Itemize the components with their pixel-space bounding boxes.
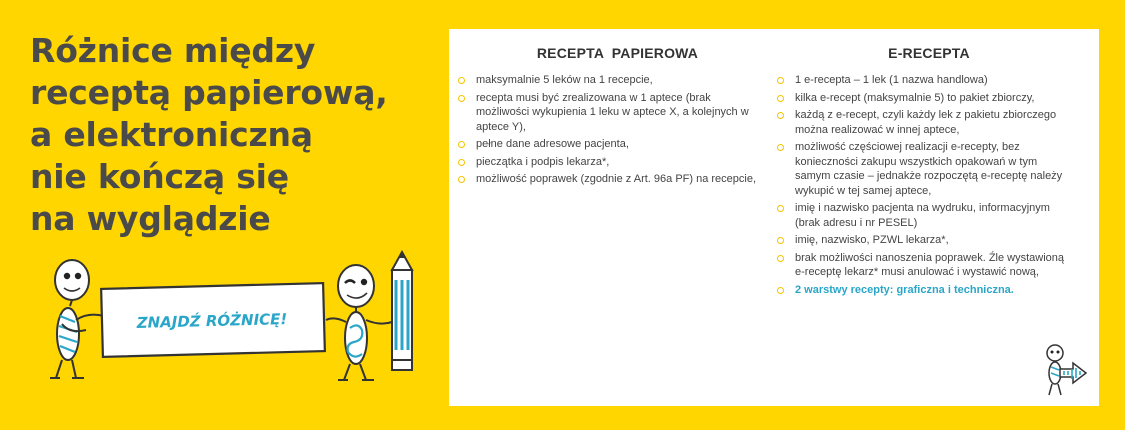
banner-text: ZNAJDŹ RÓŻNICĘ! [136, 310, 288, 332]
list-item: recepta musi być zrealizowana w 1 aptece (brak możliwości wykupienia 1 leku w aptece X, a kolejnych w aptece Y), [455, 91, 760, 135]
headline-line-1: Różnice między [30, 31, 316, 70]
list-item: kilka e-recept (maksymalnie 5) to pakiet zbiorczy, [774, 91, 1074, 106]
stick-figures-holding-banner-icon [40, 250, 430, 390]
list-item: każdą z e-recept, czyli każdy lek z pakietu zbiorczego można realizować w innej aptece, [774, 108, 1074, 137]
headline-line-3: a elektroniczną [30, 115, 313, 154]
page-headline [30, 30, 430, 240]
list-item: imię i nazwisko pacjenta na wydruku, informacyjnym (brak adresu i nr PESEL) [774, 201, 1074, 230]
list-item: możliwość poprawek (zgodnie z Art. 96a PF) na recepcie, [455, 172, 760, 187]
e-prescription-column [774, 45, 1074, 300]
paper-prescription-column [455, 45, 760, 190]
list-item: pieczątka i podpis lekarza*, [455, 155, 760, 170]
headline-line-4: nie kończą się [30, 157, 289, 196]
list-item: imię, nazwisko, PZWL lekarza*, [774, 233, 1074, 248]
headline-line-2: receptą papierową, [30, 73, 388, 112]
stick-figure-next-arrow-icon[interactable] [1041, 343, 1091, 399]
comparison-panel [449, 29, 1099, 406]
list-item: brak możliwości nanoszenia poprawek. Źle wystawioną e-receptę lekarz* musi anulować i wystawić nową, [774, 251, 1074, 280]
list-item: 1 e-recepta – 1 lek (1 nazwa handlowa) [774, 73, 1074, 88]
accent-list-item: 2 warstwy recepty: graficzna i techniczna. [774, 283, 1074, 298]
list-item: maksymalnie 5 leków na 1 recepcie, [455, 73, 760, 88]
list-item: pełne dane adresowe pacjenta, [455, 137, 760, 152]
list-item: możliwość częściowej realizacji e-recepty, bez konieczności zakupu wszystkich opakowań w tym samym czasie – jednakże rozpoczętą e-receptę należy wykupić w tej samej aptece, [774, 140, 1074, 198]
headline-line-5: na wyglądzie [30, 199, 271, 238]
paper-prescription-title: RECEPTA PAPIEROWA [536, 45, 699, 61]
paper-prescription-list [455, 73, 760, 187]
e-prescription-list [774, 73, 1074, 297]
e-prescription-title: E-RECEPTA [888, 45, 970, 61]
